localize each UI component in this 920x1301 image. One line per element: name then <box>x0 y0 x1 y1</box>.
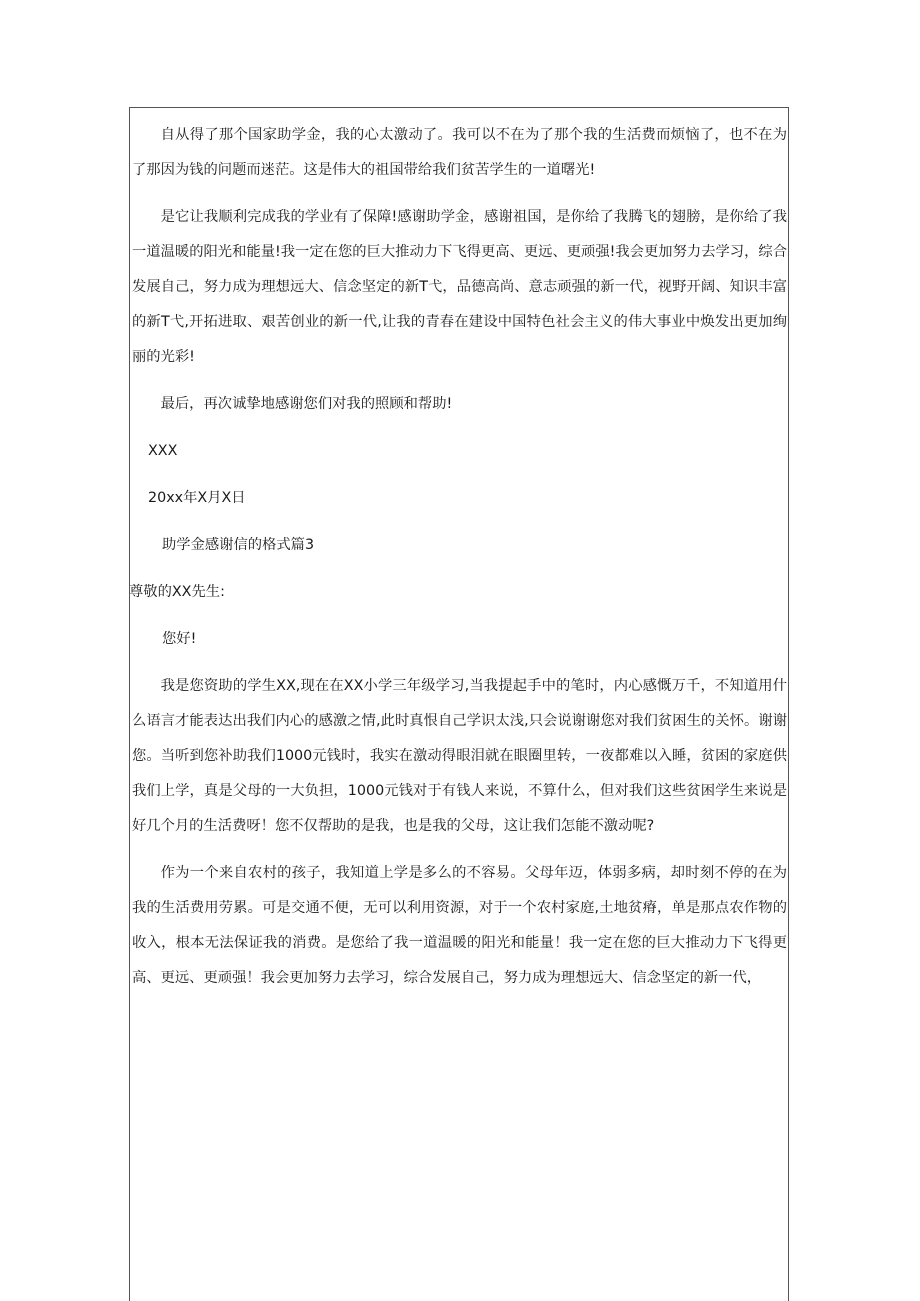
greeting: 您好! <box>162 631 197 647</box>
letter-paragraph-2: 作为一个来自农村的孩子，我知道上学是多么的不容易。父母年迈，体弱多病，却时刻不停的在为我的生活费用劳累。可是交通不便，无可以利用资源，对于一个农村家庭,土地贫瘠，单是那点农作物的收入，根本无法保证我的消费。是您给了我一道温暖的阳光和能量！我一定在您的巨大推动力下飞得更高、更远、更顽强！我会更加努力去学习，综合发展自己，努力成为理想远大、信念坚定的新一代， <box>132 865 787 986</box>
signature-name: XXX <box>148 443 178 459</box>
document-body <box>129 118 787 996</box>
salutation: 尊敬的XX先生: <box>129 584 225 600</box>
signature-date: 20xx年X月X日 <box>148 490 246 506</box>
paragraph-2: 是它让我顺利完成我的学业有了保障!感谢助学金，感谢祖国，是你给了我腾飞的翅膀，是你给了我一道温暖的阳光和能量!我一定在您的巨大推动力下飞得更高、更远、更顽强!我会更加努力去学习，综合发展自己，努力成为理想远大、信念坚定的新T弋，品德高尚、意志顽强的新一代，视野开阔、知识丰富的新T弋,开拓进取、艰苦创业的新一代,让我的青春在建设中国特色社会主义的伟大事业中焕发出更加绚丽的光彩! <box>132 209 787 365</box>
section-title: 助学金感谢信的格式篇3 <box>162 537 315 553</box>
paragraph-closing: 最后，再次诚挚地感谢您们对我的照顾和帮助! <box>160 396 453 412</box>
paragraph-1: 自从得了那个国家助学金，我的心太激动了。我可以不在为了那个我的生活费而烦恼了，也不在为了那因为钱的问题而迷茫。这是伟大的祖国带给我们贫苦学生的一道曙光! <box>132 127 787 178</box>
letter-paragraph-1: 我是您资助的学生XX,现在在XX小学三年级学习,当我提起手中的笔时，内心感慨万千，不知道用什么语言才能表达出我们内心的感激之情,此时真恨自己学识太浅,只会说谢谢您对我们贫困生的关怀。谢谢您。当听到您补助我们1000元钱时，我实在激动得眼泪就在眼圈里转，一夜都难以入睡，贫困的家庭供我们上学，真是父母的一大负担，1000元钱对于有钱人来说，不算什么，但对我们这些贫困学生来说是好几个月的生活费呀！您不仅帮助的是我，也是我的父母，这让我们怎能不激动呢? <box>132 678 787 834</box>
